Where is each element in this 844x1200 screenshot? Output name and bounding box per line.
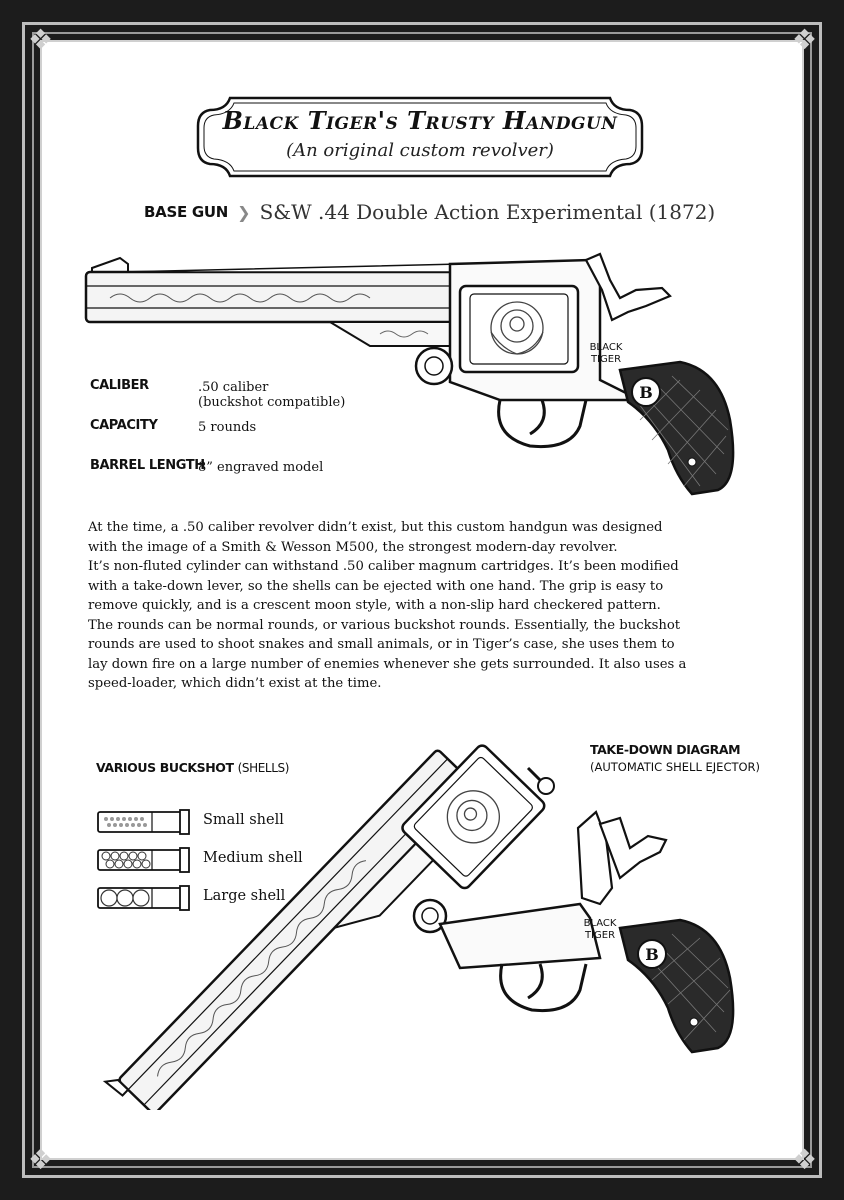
gun-marking-line2: TIGER: [584, 930, 616, 941]
spec-label-capacity: CAPACITY: [90, 418, 158, 433]
corner-ornament-icon: ❖: [28, 23, 54, 56]
takedown-diagram-illustration: [100, 728, 760, 1110]
takedown-subheading: (AUTOMATIC SHELL EJECTOR): [590, 760, 761, 774]
corner-ornament-icon: ❖: [28, 1143, 54, 1176]
spec-label-caliber: CALIBER: [90, 378, 149, 393]
small-shell-label: Small shell: [203, 812, 284, 828]
medium-shell-label: Medium shell: [203, 850, 303, 866]
large-shell-label: Large shell: [203, 888, 286, 904]
revolver-illustration: [80, 250, 760, 520]
page-title: Black Tiger's Trusty Handgun: [222, 106, 618, 135]
gun-marking-line1: BLACK: [583, 918, 617, 929]
spec-value-capacity: 5 rounds: [198, 420, 257, 435]
spec-value-line: .50 caliber: [198, 380, 269, 395]
description-line: with a take-down lever, so the shells can be ejected with one hand. The grip is easy to: [88, 578, 664, 594]
buckshot-heading-small: (SHELLS): [237, 761, 289, 775]
arrow-right-icon: ❯: [237, 202, 251, 222]
description-line: The rounds can be normal rounds, or various buckshot rounds. Essentially, the buckshot: [88, 617, 681, 633]
grip-medallion-letter: B: [639, 383, 653, 402]
title-plate: [190, 92, 650, 182]
description-line: with the image of a Smith & Wesson M500, the strongest modern-day revolver.: [88, 539, 618, 555]
gun-marking-line2: TIGER: [590, 354, 622, 365]
description-paragraph: [88, 518, 764, 694]
description-line: rounds are used to shoot snakes and small animals, or in Tiger’s case, she uses them to: [88, 637, 675, 652]
description-line: speed-loader, which didn’t exist at the time.: [88, 676, 382, 691]
corner-ornament-icon: ❖: [792, 1143, 818, 1176]
base-gun-label: BASE GUN: [144, 203, 228, 221]
corner-ornament-icon: ❖: [792, 23, 818, 56]
spec-value-caliber: [198, 380, 345, 410]
description-line: At the time, a .50 caliber revolver didn’t exist, but this custom handgun was designed: [88, 520, 663, 535]
base-gun-value: S&W .44 Double Action Experimental (1872): [259, 200, 716, 224]
spec-value-barrel-length: 8” engraved model: [198, 460, 324, 475]
takedown-heading: TAKE-DOWN DIAGRAM: [590, 742, 741, 757]
page-subtitle: (An original custom revolver): [286, 140, 554, 161]
spec-label-barrel-length: BARREL LENGTH: [90, 458, 205, 473]
description-line: lay down fire on a large number of enemies whenever she gets surrounded. It also uses a: [88, 656, 687, 672]
gun-marking-line1: BLACK: [589, 342, 623, 353]
base-gun-row: [144, 200, 715, 226]
grip-medallion-letter: B: [645, 945, 659, 964]
spec-value-line: (buckshot compatible): [198, 395, 346, 410]
description-line: It’s non-fluted cylinder can withstand .50 caliber magnum cartridges. It’s been modified: [88, 559, 679, 574]
description-line: remove quickly, and is a crescent moon style, with a non-slip hard checkered pattern.: [88, 598, 661, 613]
buckshot-heading-text: VARIOUS BUCKSHOT: [96, 760, 234, 775]
